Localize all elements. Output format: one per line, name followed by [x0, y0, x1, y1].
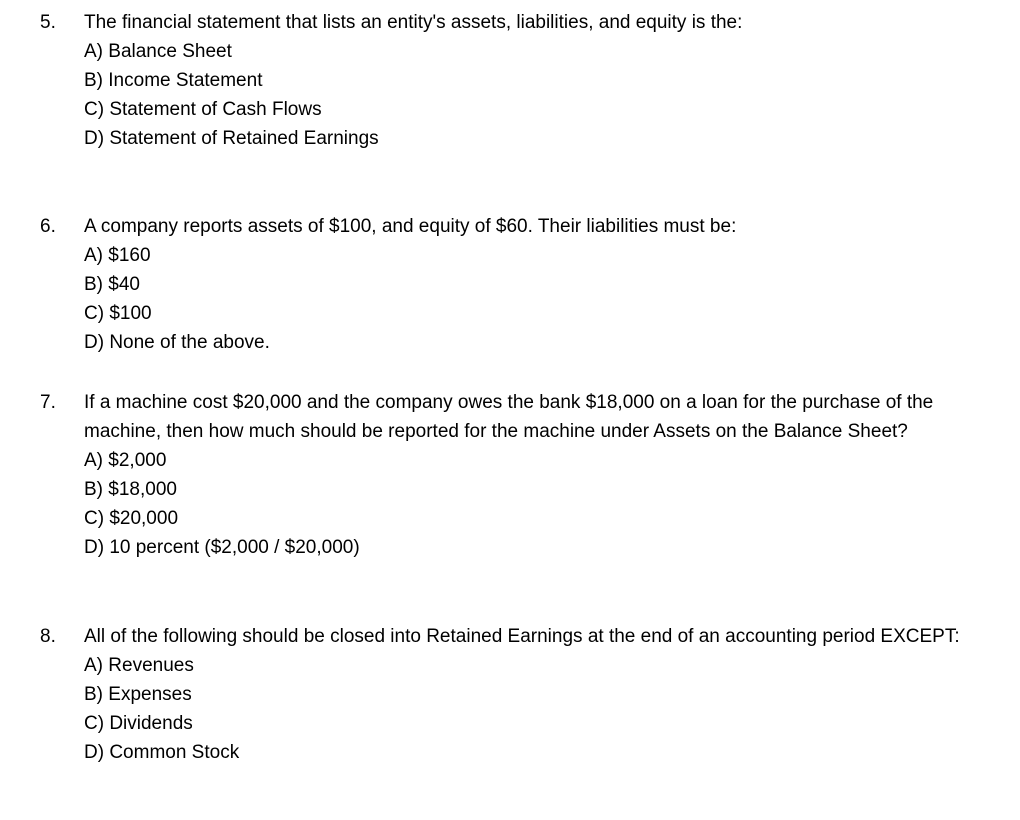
option-b: B) $18,000 — [84, 479, 177, 500]
option-b: B) $40 — [84, 274, 140, 295]
option-a: A) $2,000 — [84, 450, 167, 471]
option-d: D) None of the above. — [84, 332, 270, 353]
option-c: C) Dividends — [84, 713, 193, 734]
option-c: C) Statement of Cash Flows — [84, 99, 322, 120]
option-d: D) Common Stock — [84, 742, 240, 763]
question-text: The financial statement that lists an entity's assets, liabilities, and equity is the: — [84, 12, 743, 33]
option-c: C) $100 — [84, 303, 152, 324]
question-number: 6. — [40, 216, 56, 237]
option-b: B) Expenses — [84, 684, 192, 705]
question-body — [84, 212, 994, 357]
question-number: 8. — [40, 626, 56, 647]
question-body — [84, 388, 994, 562]
option-a: A) Balance Sheet — [84, 41, 232, 62]
question-text: All of the following should be closed into Retained Earnings at the end of an accounting period EXCEPT: — [84, 626, 960, 647]
question-number: 7. — [40, 392, 56, 413]
option-a: A) Revenues — [84, 655, 194, 676]
question-text: If a machine cost $20,000 and the company owes the bank $18,000 on a loan for the purchase of the machine, then how much should be reported for the machine under Assets on the Balance Sheet? — [84, 392, 934, 442]
question-body — [84, 8, 994, 153]
option-c: C) $20,000 — [84, 508, 179, 529]
question-number: 5. — [40, 12, 56, 33]
option-b: B) Income Statement — [84, 70, 263, 91]
option-a: A) $160 — [84, 245, 151, 266]
option-d: D) 10 percent ($2,000 / $20,000) — [84, 537, 360, 558]
question-text: A company reports assets of $100, and equity of $60. Their liabilities must be: — [84, 216, 737, 237]
option-d: D) Statement of Retained Earnings — [84, 128, 379, 149]
question-body — [84, 622, 994, 767]
